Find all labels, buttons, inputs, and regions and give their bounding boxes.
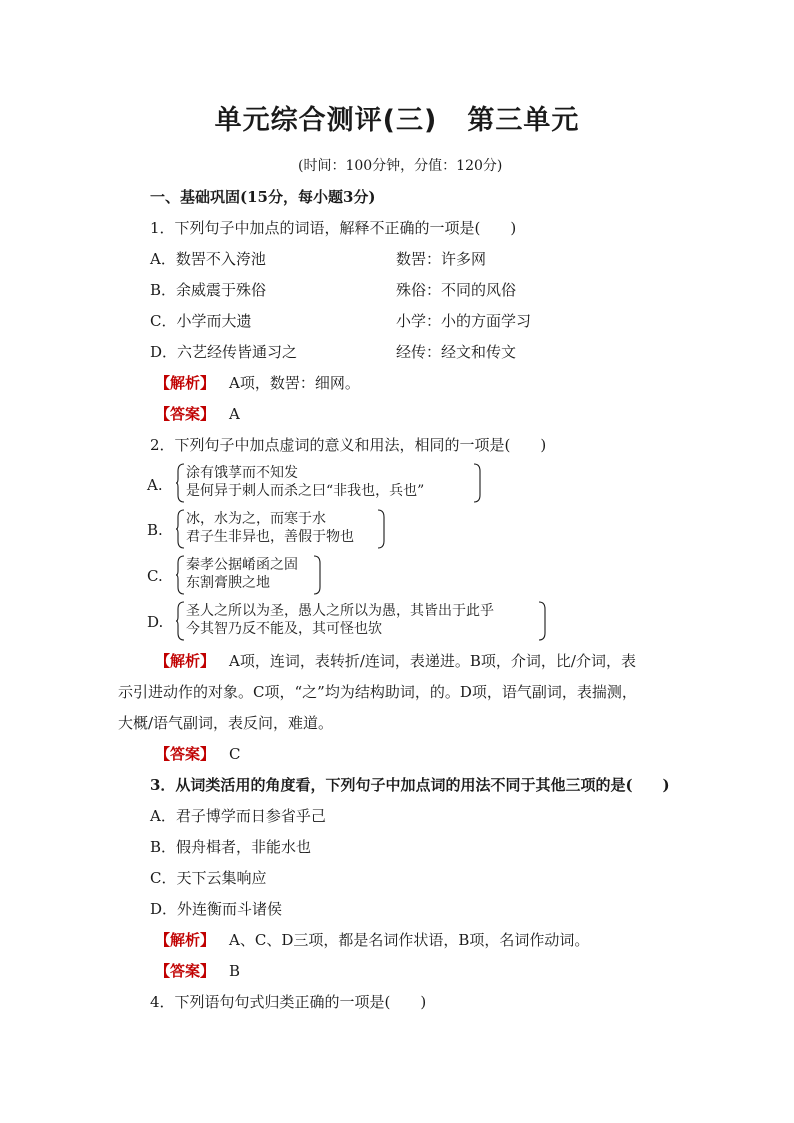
q2-option-b-sentence-2: 君子生非异也，善假于物也 (186, 529, 354, 545)
answer-tag: 【答案】 (155, 962, 216, 980)
q3-analysis-text: A、C、D三项，都是名词作状语，B项，名词作动词。 (229, 931, 590, 949)
q2-analysis-line-3: 大概/语气副词，表反问，难道。 (118, 714, 334, 732)
title-unit: 第三单元 (467, 105, 580, 136)
q3-option-a: A．君子博学而日参省乎己 (150, 807, 326, 825)
section-heading: 一、基础巩固(15分，每小题3分) (150, 188, 376, 206)
q2-option-d-sentence-1: 圣人之所以为圣，愚人之所以为愚，其皆出于此乎 (186, 603, 494, 619)
q1-option-a-note: 数罟：许多网 (396, 250, 487, 268)
q2-option-a-sentence-2: 是何异于刺人而杀之曰“非我也，兵也” (186, 483, 425, 499)
q2-analysis-text-1: A项，连词，表转折/连词，表递进。B项，介词，比/介词，表 (229, 652, 636, 670)
q1-analysis (155, 373, 360, 393)
q1-answer-value: A (229, 405, 240, 423)
right-brace-icon (312, 555, 322, 595)
analysis-tag: 【解析】 (155, 652, 216, 670)
q3-answer-value: B (229, 962, 241, 980)
q2-option-b-sentence-1: 冰，水为之，而寒于水 (186, 511, 326, 527)
q1-option-b: B．余威震于殊俗 (150, 281, 267, 299)
q3-option-c: C．天下云集响应 (150, 869, 267, 887)
q2-option-a-sentence-1: 涂有饿莩而不知发 (186, 465, 298, 481)
q2-stem: 2．下列句子中加点虚词的意义和用法，相同的一项是( ) (150, 436, 547, 454)
answer-tag: 【答案】 (155, 405, 216, 423)
q3-analysis (155, 930, 589, 950)
q1-option-d-note: 经传：经文和传文 (396, 343, 517, 361)
q1-option-a: A．数罟不入洿池 (150, 250, 266, 268)
q2-option-d-sentence-2: 今其智乃反不能及，其可怪也欤 (186, 621, 382, 637)
q2-analysis-line-2: 示引进动作的对象。C项，“之”均为结构助词，的。D项，语气副词，表揣测， (118, 683, 637, 701)
q3-option-d: D．外连衡而斗诸侯 (150, 900, 283, 918)
left-brace-icon (176, 509, 186, 549)
analysis-tag: 【解析】 (155, 931, 216, 949)
answer-tag: 【答案】 (155, 745, 216, 763)
q1-option-c-note: 小学：小的方面学习 (396, 312, 532, 330)
q2-option-c-sentence-1: 秦孝公据崤函之固 (186, 557, 298, 573)
q2-answer-value: C (229, 745, 241, 763)
title-main: 单元综合测评(三) (214, 105, 438, 136)
q2-option-d-letter: D. (147, 613, 164, 631)
q2-option-c-sentence-2: 东割膏腴之地 (186, 575, 270, 591)
q1-option-b-note: 殊俗：不同的风俗 (396, 281, 517, 299)
right-brace-icon (376, 509, 386, 549)
q2-analysis-line-1 (155, 651, 636, 671)
q1-answer (155, 404, 240, 424)
q1-analysis-text: A项，数罟：细网。 (229, 374, 360, 392)
left-brace-icon (176, 463, 186, 503)
left-brace-icon (176, 555, 186, 595)
q3-answer (155, 961, 240, 981)
q1-stem: 1．下列句子中加点的词语，解释不正确的一项是( ) (150, 219, 517, 237)
right-brace-icon (537, 601, 547, 641)
q4-stem: 4．下列语句句式归类正确的一项是( ) (150, 993, 427, 1011)
analysis-tag: 【解析】 (155, 374, 216, 392)
exam-meta: (时间：100分钟，分值：120分) (298, 158, 503, 174)
q1-option-d: D．六艺经传皆通习之 (150, 343, 298, 361)
q2-option-a-letter: A. (147, 476, 163, 494)
q1-option-c: C．小学而大遗 (150, 312, 252, 330)
q2-answer (155, 744, 241, 764)
left-brace-icon (176, 601, 186, 641)
right-brace-icon (472, 463, 482, 503)
q2-option-c-letter: C. (147, 567, 163, 585)
q2-option-b-letter: B. (147, 521, 163, 539)
q3-option-b: B．假舟楫者，非能水也 (150, 838, 312, 856)
page-title (0, 98, 794, 137)
q3-stem: 3．从词类活用的角度看，下列句子中加点词的用法不同于其他三项的是( ) (150, 776, 670, 794)
